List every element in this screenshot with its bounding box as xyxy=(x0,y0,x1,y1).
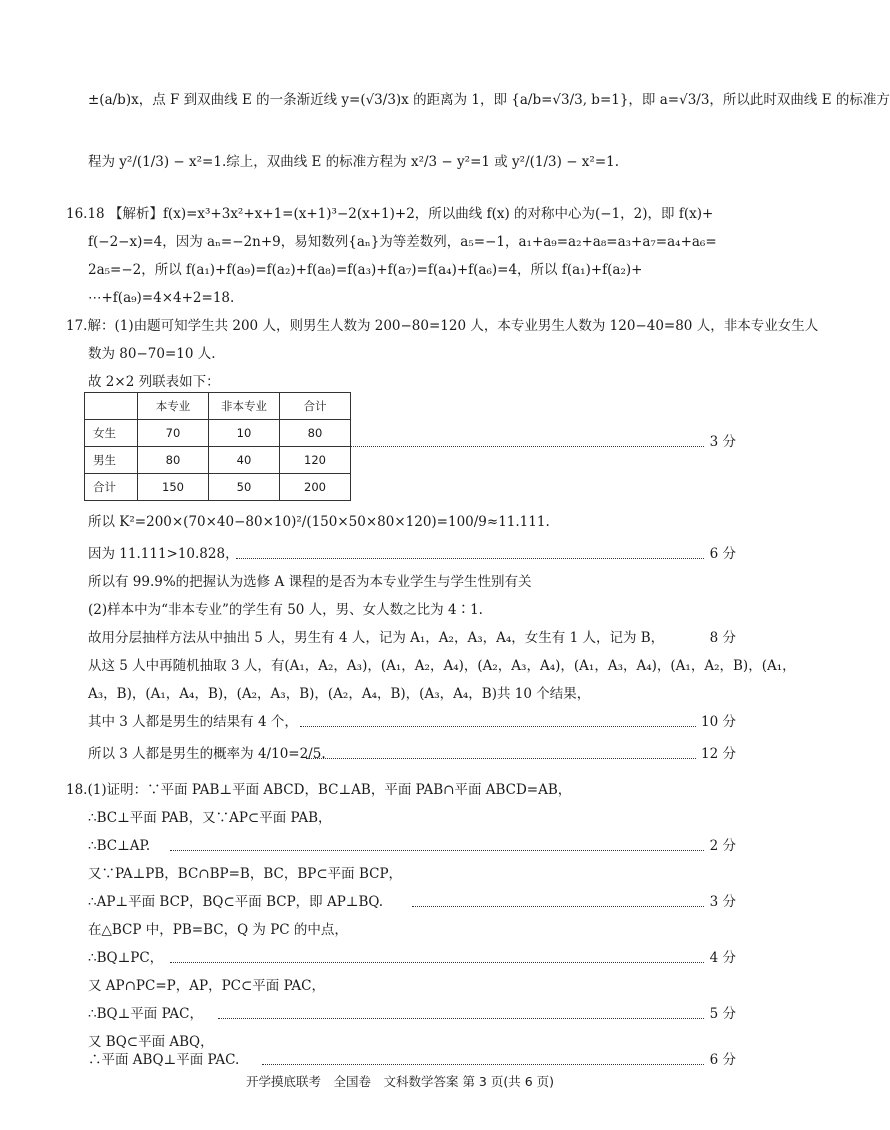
line-11-text: 因为 11.111>10.828， xyxy=(88,546,239,562)
line-23 xyxy=(0,888,800,916)
line-29-text: ∴平面 ABQ⊥平面 PAC. xyxy=(88,1052,240,1068)
line-18-text: 所以 3 人都是男生的概率为 4/10=2/5. xyxy=(88,746,326,762)
line-19 xyxy=(0,776,800,804)
line-20-text: ∴BC⊥平面 PAB，又∵AP⊂平面 PAB， xyxy=(88,810,332,826)
line-17-text: 其中 3 人都是男生的结果有 4 个， xyxy=(88,714,298,730)
line-26 xyxy=(0,972,800,1000)
table-cell: 合计 xyxy=(85,474,138,501)
line-25-text: ∴BQ⊥PC， xyxy=(88,950,164,966)
line-12 xyxy=(0,568,800,596)
line-8 xyxy=(0,340,800,368)
dotted-leader xyxy=(300,708,696,727)
score-label: 5 分 xyxy=(709,1006,736,1022)
line-14 xyxy=(0,624,800,652)
line-21 xyxy=(0,832,800,860)
line-5-text: 2a₅=−2，所以 f(a₁)+f(a₉)=f(a₂)+f(a₈)=f(a₃)+f(a₇)=f(a₄)+f(a₆)=4，所以 f(a₁)+f(a₂)+ xyxy=(88,262,643,278)
score-label: 12 分 xyxy=(701,746,736,762)
dotted-leader xyxy=(306,740,696,759)
dotted-leader xyxy=(262,1046,704,1065)
score-label: 8 分 xyxy=(709,630,736,646)
line-12-text: 所以有 99.9%的把握认为选修 A 课程的是否为本专业学生与学生性别有关 xyxy=(88,574,532,590)
line-20 xyxy=(0,804,800,832)
line-27 xyxy=(0,1000,800,1028)
table-cell: 40 xyxy=(209,447,280,474)
line-7 xyxy=(0,312,819,340)
table-cell: 女生 xyxy=(85,420,138,447)
table-cell: 男生 xyxy=(85,447,138,474)
score-label: 6 分 xyxy=(709,546,736,562)
line-1-text: ±(a/b)x，点 F 到双曲线 E 的一条渐近线 y=(√3/3)x 的距离为 1，即 {a/b=√3/3, b=1}，即 a=√3/3，所以此时双曲线 E 的标准方 xyxy=(88,92,890,108)
table-cell: 200 xyxy=(280,474,351,501)
line-1 xyxy=(0,86,890,114)
line-16 xyxy=(0,680,800,708)
line-9-text: 故 2×2 列联表如下： xyxy=(88,374,220,390)
line-25 xyxy=(0,944,800,972)
line-27-text: ∴BQ⊥平面 PAC， xyxy=(88,1006,203,1022)
dotted-leader xyxy=(412,888,704,907)
score-label: 3 分 xyxy=(709,894,736,910)
table-header: 非本专业 xyxy=(209,393,280,420)
dotted-leader xyxy=(170,832,704,851)
line-8-text: 数为 80−70=10 人. xyxy=(88,346,216,362)
line-21-text: ∴BC⊥AP. xyxy=(88,838,151,854)
line-19-text: 18.(1)证明：∵平面 PAB⊥平面 ABCD，BC⊥AB，平面 PAB∩平面 ABCD=AB， xyxy=(66,782,572,798)
line-15-text: 从这 5 人中再随机抽取 3 人，有(A₁，A₂，A₃)，(A₁，A₂，A₄)，(A₂，A₃，A₄)，(A₁，A₃，A₄)，(A₁，A₂，B)，(A₁， xyxy=(88,658,796,674)
table-row xyxy=(85,474,351,501)
line-28-text: 又 BQ⊂平面 ABQ， xyxy=(88,1034,214,1050)
line-23-text: ∴AP⊥平面 BCP，BQ⊂平面 BCP，即 AP⊥BQ. xyxy=(88,894,384,910)
line-24 xyxy=(0,916,800,944)
table-header: 合计 xyxy=(280,393,351,420)
line-29 xyxy=(0,1046,800,1074)
line-22-text: 又∵PA⊥PB，BC∩BP=B，BC，BP⊂平面 BCP， xyxy=(88,866,403,882)
table-cell: 50 xyxy=(209,474,280,501)
line-6-text: ⋯+f(a₉)=4×4+2=18. xyxy=(88,290,235,306)
table-cell xyxy=(85,393,138,420)
score-label: 2 分 xyxy=(709,838,736,854)
line-15 xyxy=(0,652,800,680)
line-5 xyxy=(0,256,800,284)
table-header-row xyxy=(85,393,351,420)
line-2-text: 程为 y²/(1/3) − x²=1.综上，双曲线 E 的标准方程为 x²/3 − y²=1 或 y²/(1/3) − x²=1. xyxy=(88,154,620,170)
line-10-text: 所以 K²=200×(70×40−80×10)²/(150×50×80×120)=100/9≈11.111. xyxy=(88,514,550,530)
line-22 xyxy=(0,860,800,888)
table-cell: 10 xyxy=(209,420,280,447)
line-10 xyxy=(0,508,800,536)
line-7-text: 17.解：(1)由题可知学生共 200 人，则男生人数为 200−80=120 人，本专业男生人数为 120−40=80 人，非本专业女生人 xyxy=(66,318,819,334)
line-2 xyxy=(0,148,800,176)
page-footer: 开学摸底联考 全国卷 文科数学答案 第 3 页(共 6 页) xyxy=(245,1074,555,1089)
line-3 xyxy=(0,200,800,228)
line-3-text: 16.18 【解析】f(x)=x³+3x²+x+1=(x+1)³−2(x+1)+2，所以曲线 f(x) 的对称中心为(−1，2)，即 f(x)+ xyxy=(66,206,714,222)
table-cell: 80 xyxy=(280,420,351,447)
table-score-line xyxy=(0,428,800,456)
line-18 xyxy=(0,740,800,768)
dotted-leader xyxy=(236,540,704,559)
dotted-leader xyxy=(336,428,704,447)
dotted-leader xyxy=(218,1000,704,1019)
score-label: 6 分 xyxy=(709,1052,736,1068)
dotted-leader xyxy=(170,944,704,963)
line-13-text: (2)样本中为“非本专业”的学生有 50 人，男、女人数之比为 4∶1. xyxy=(88,602,483,618)
score-label: 4 分 xyxy=(709,950,736,966)
table-cell: 150 xyxy=(138,474,209,501)
line-16-text: A₃，B)，(A₁，A₄，B)，(A₂，A₃，B)，(A₂，A₄，B)，(A₃，A₄，B)共 10 个结果， xyxy=(88,686,591,702)
score-label: 3 分 xyxy=(709,434,736,450)
table-cell: 120 xyxy=(280,447,351,474)
line-13 xyxy=(0,596,800,624)
line-17 xyxy=(0,708,800,736)
line-6 xyxy=(0,284,800,312)
line-4 xyxy=(0,228,800,256)
table-cell: 70 xyxy=(138,420,209,447)
line-26-text: 又 AP∩PC=P，AP，PC⊂平面 PAC， xyxy=(88,978,326,994)
line-14-text: 故用分层抽样方法从中抽出 5 人，男生有 4 人，记为 A₁，A₂，A₃，A₄，女生有 1 人，记为 B， xyxy=(88,630,665,646)
line-24-text: 在△BCP 中，PB=BC，Q 为 PC 的中点， xyxy=(88,922,348,938)
table-cell: 80 xyxy=(138,447,209,474)
line-11 xyxy=(0,540,800,568)
score-label: 10 分 xyxy=(701,714,736,730)
table-header: 本专业 xyxy=(138,393,209,420)
line-4-text: f(−2−x)=4，因为 aₙ=−2n+9，易知数列{aₙ}为等差数列，a₅=−1，a₁+a₉=a₂+a₈=a₃+a₇=a₄+a₆= xyxy=(88,234,717,250)
